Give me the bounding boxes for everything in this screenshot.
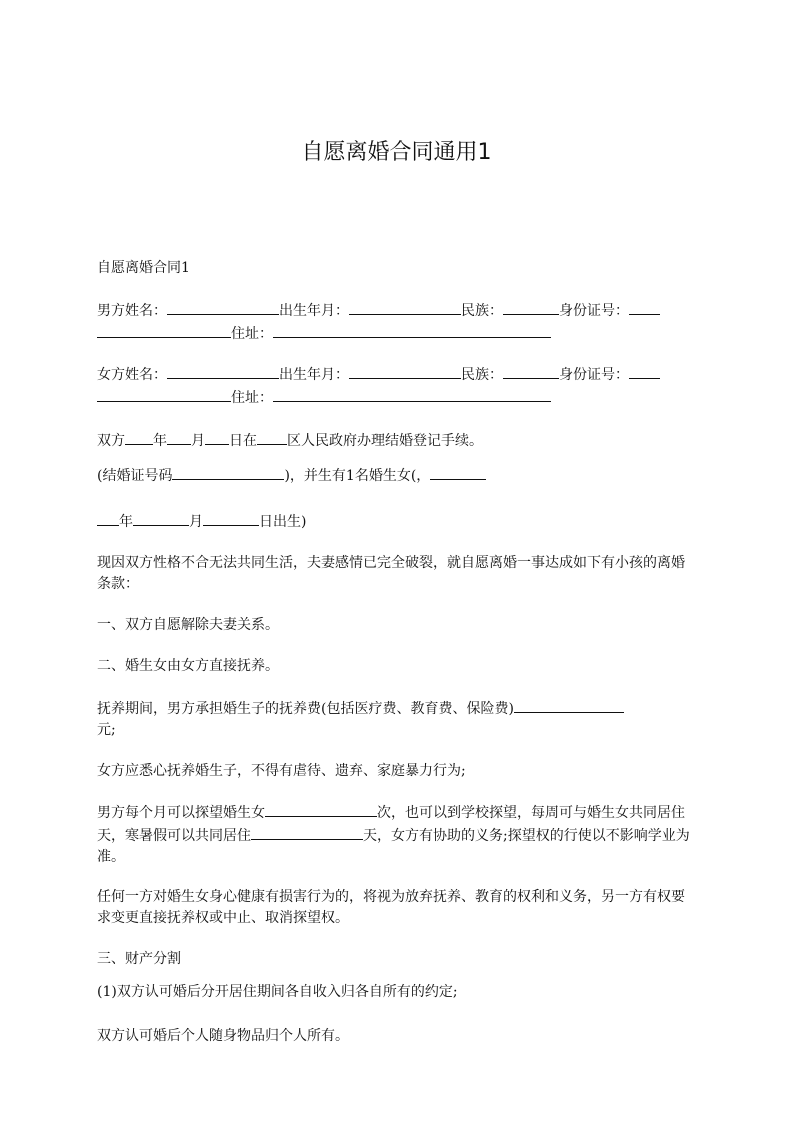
document-body: [97, 258, 694, 1047]
man-birth-label: 出生年月：: [279, 303, 349, 319]
certificate-line: [97, 464, 694, 487]
clause-3: 三、财产分割: [97, 951, 181, 967]
visit-times-blank: [265, 801, 377, 817]
support-text-2: 元;: [97, 722, 116, 738]
visitation-paragraph: [97, 801, 694, 868]
contract-subtitle: [97, 258, 694, 279]
support-paragraph: [97, 697, 694, 741]
clause-1: 一、双方自愿解除夫妻关系。: [97, 617, 279, 633]
clause-2: 二、婚生女由女方直接抚养。: [97, 658, 279, 674]
man-id-label: 身份证号：: [559, 303, 629, 319]
woman-ethnic-label: 民族：: [461, 367, 503, 383]
registration-line: [97, 429, 694, 452]
reg-month-blank: [167, 429, 191, 445]
reg-text-5: 区人民政府办理结婚登记手续。: [287, 433, 483, 449]
visit-text-3: 天，女方有协助的义务;探望权的行使以不影响学业为准。: [97, 828, 690, 865]
woman-address-label: 住址：: [231, 390, 273, 406]
child-month-blank: [133, 510, 189, 526]
cert-number-blank: [172, 464, 284, 480]
reg-text-2: 年: [153, 433, 167, 449]
woman-birth-blank: [349, 363, 461, 379]
visit-days-blank: [251, 824, 363, 840]
man-address-blank: [273, 322, 551, 338]
woman-ethnic-blank: [503, 363, 559, 379]
birth-text-3: 日出生): [259, 514, 307, 530]
cert-text-2: )，并生有1名婚生女(，: [284, 468, 431, 484]
contract-subtitle-text: 自愿离婚合同1: [97, 260, 190, 276]
cert-text-1: (结婚证号码: [97, 468, 173, 484]
woman-info: [97, 363, 694, 409]
woman-duty-paragraph: 女方应悉心抚养婚生子，不得有虐待、遗弃、家庭暴力行为;: [97, 763, 466, 779]
man-ethnic-label: 民族：: [461, 303, 503, 319]
reg-text-1: 双方: [97, 433, 125, 449]
reg-day-blank: [205, 429, 229, 445]
man-id-blank-1: [629, 299, 660, 315]
man-id-blank-2: [97, 322, 231, 338]
reg-year-blank: [125, 429, 153, 445]
support-amount-blank: [514, 697, 624, 713]
document-title: 自愿离婚合同通用1: [301, 140, 492, 165]
visit-text-1: 男方每个月可以探望婚生女: [97, 805, 265, 821]
property-item-2: 双方认可婚后个人随身物品归个人所有。: [97, 1028, 349, 1044]
man-name-blank: [167, 299, 279, 315]
reg-text-3: 月: [191, 433, 205, 449]
man-name-label: 男方姓名：: [97, 303, 167, 319]
woman-birth-label: 出生年月：: [279, 367, 349, 383]
birth-text-1: 年: [119, 514, 133, 530]
woman-id-blank-2: [97, 386, 231, 402]
visit-text-2: 次，也可以到学校探望，每周可与婚生女共同居住天，寒暑假可以共同居住: [97, 805, 685, 844]
woman-name-label: 女方姓名：: [97, 367, 167, 383]
woman-id-blank-1: [629, 363, 660, 379]
reg-text-4: 日在: [229, 433, 257, 449]
harm-paragraph: 任何一方对婚生女身心健康有损害行为的，将视为放弃抚养、教育的权利和义务，另一方有权要求变更直接抚养权或中止、取消探望权。: [97, 889, 685, 926]
child-birthdate-line: [97, 510, 694, 533]
support-text-1: 抚养期间，男方承担婚生子的抚养费(包括医疗费、教育费、保险费): [97, 701, 514, 717]
woman-id-label: 身份证号：: [559, 367, 629, 383]
birth-text-2: 月: [189, 514, 203, 530]
woman-name-blank: [167, 363, 279, 379]
child-year-blank: [97, 510, 119, 526]
reason-paragraph: 现因双方性格不合无法共同生活，夫妻感情已完全破裂，就自愿离婚一事达成如下有小孩的离婚条款：: [97, 555, 685, 592]
reg-district-blank: [257, 429, 287, 445]
property-item-1: (1)双方认可婚后分开居住期间各自收入归各自所有的约定;: [97, 984, 458, 1000]
man-address-label: 住址：: [231, 326, 273, 342]
child-name-blank: [430, 464, 486, 480]
child-day-blank: [203, 510, 259, 526]
man-ethnic-blank: [503, 299, 559, 315]
man-birth-blank: [349, 299, 461, 315]
woman-address-blank: [273, 386, 551, 402]
man-info: [97, 299, 694, 345]
